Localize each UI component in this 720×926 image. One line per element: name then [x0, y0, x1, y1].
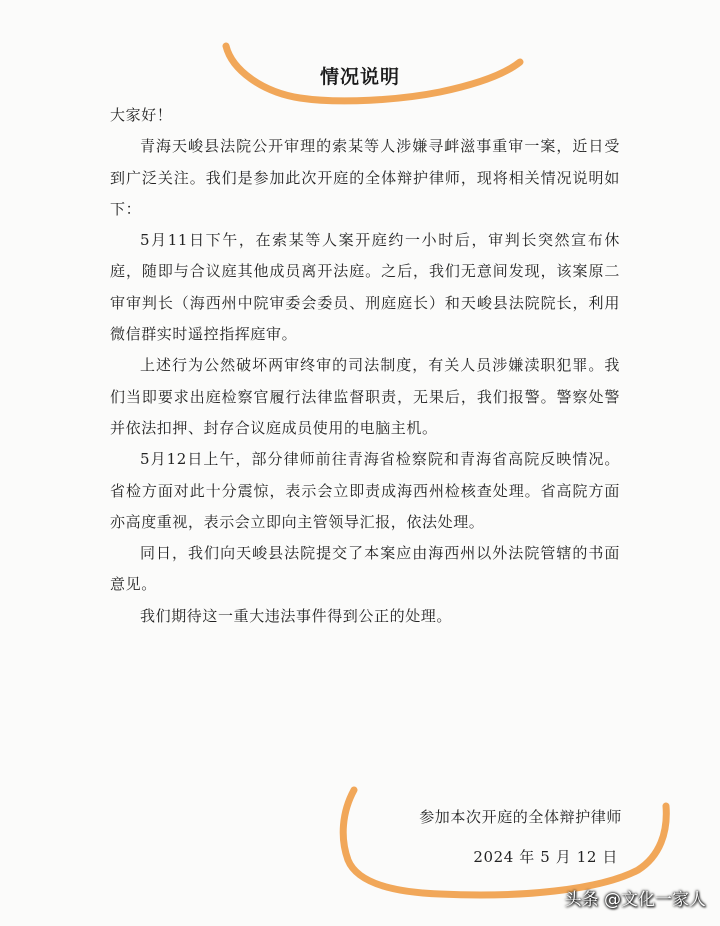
document-date: 2024 年 5 月 12 日	[473, 848, 618, 866]
paragraph-6: 我们期待这一重大违法事件得到公正的处理。	[140, 606, 453, 625]
paragraph-1: 青海天峻县法院公开审理的索某等人涉嫌寻衅滋事重审一案，近日受到广泛关注。我们是参加此次开庭的全体辩护律师，现将相关情况说明如下：	[110, 137, 620, 218]
paragraph-5: 同日，我们向天峻县法院提交了本案应由海西州以外法院管辖的书面意见。	[110, 544, 620, 594]
document-title: 情况说明	[319, 66, 400, 88]
paragraph-4: 5月12日上午，部分律师前往青海省检察院和青海省高院反映情况。省检方面对此十分震惊，表示会立即责成海西州检核查处理。省高院方面亦高度重视，表示会立即向主管领导汇报，依法处理。	[110, 450, 620, 531]
paragraph-2: 5月11日下午，在索某等人案开庭约一小时后，审判长突然宣布休庭，随即与合议庭其他成员离开法庭。之后，我们无意间发现，该案原二审审判长（海西州中院审委会委员、刑庭庭长）和天峻县法院院长，利用微信群实时遥控指挥庭审。	[110, 231, 620, 344]
document-body	[110, 100, 620, 632]
greeting: 大家好！	[110, 106, 173, 124]
watermark: 头条 @文化一家人	[564, 890, 706, 910]
paragraph-3: 上述行为公然破坏两审终审的司法制度，有关人员涉嫌渎职犯罪。我们当即要求出庭检察官履行法律监督职责，无果后，我们报警。警察处警并依法扣押、封存合议庭成员使用的电脑主机。	[110, 356, 620, 437]
signature: 参加本次开庭的全体辩护律师	[419, 808, 622, 826]
